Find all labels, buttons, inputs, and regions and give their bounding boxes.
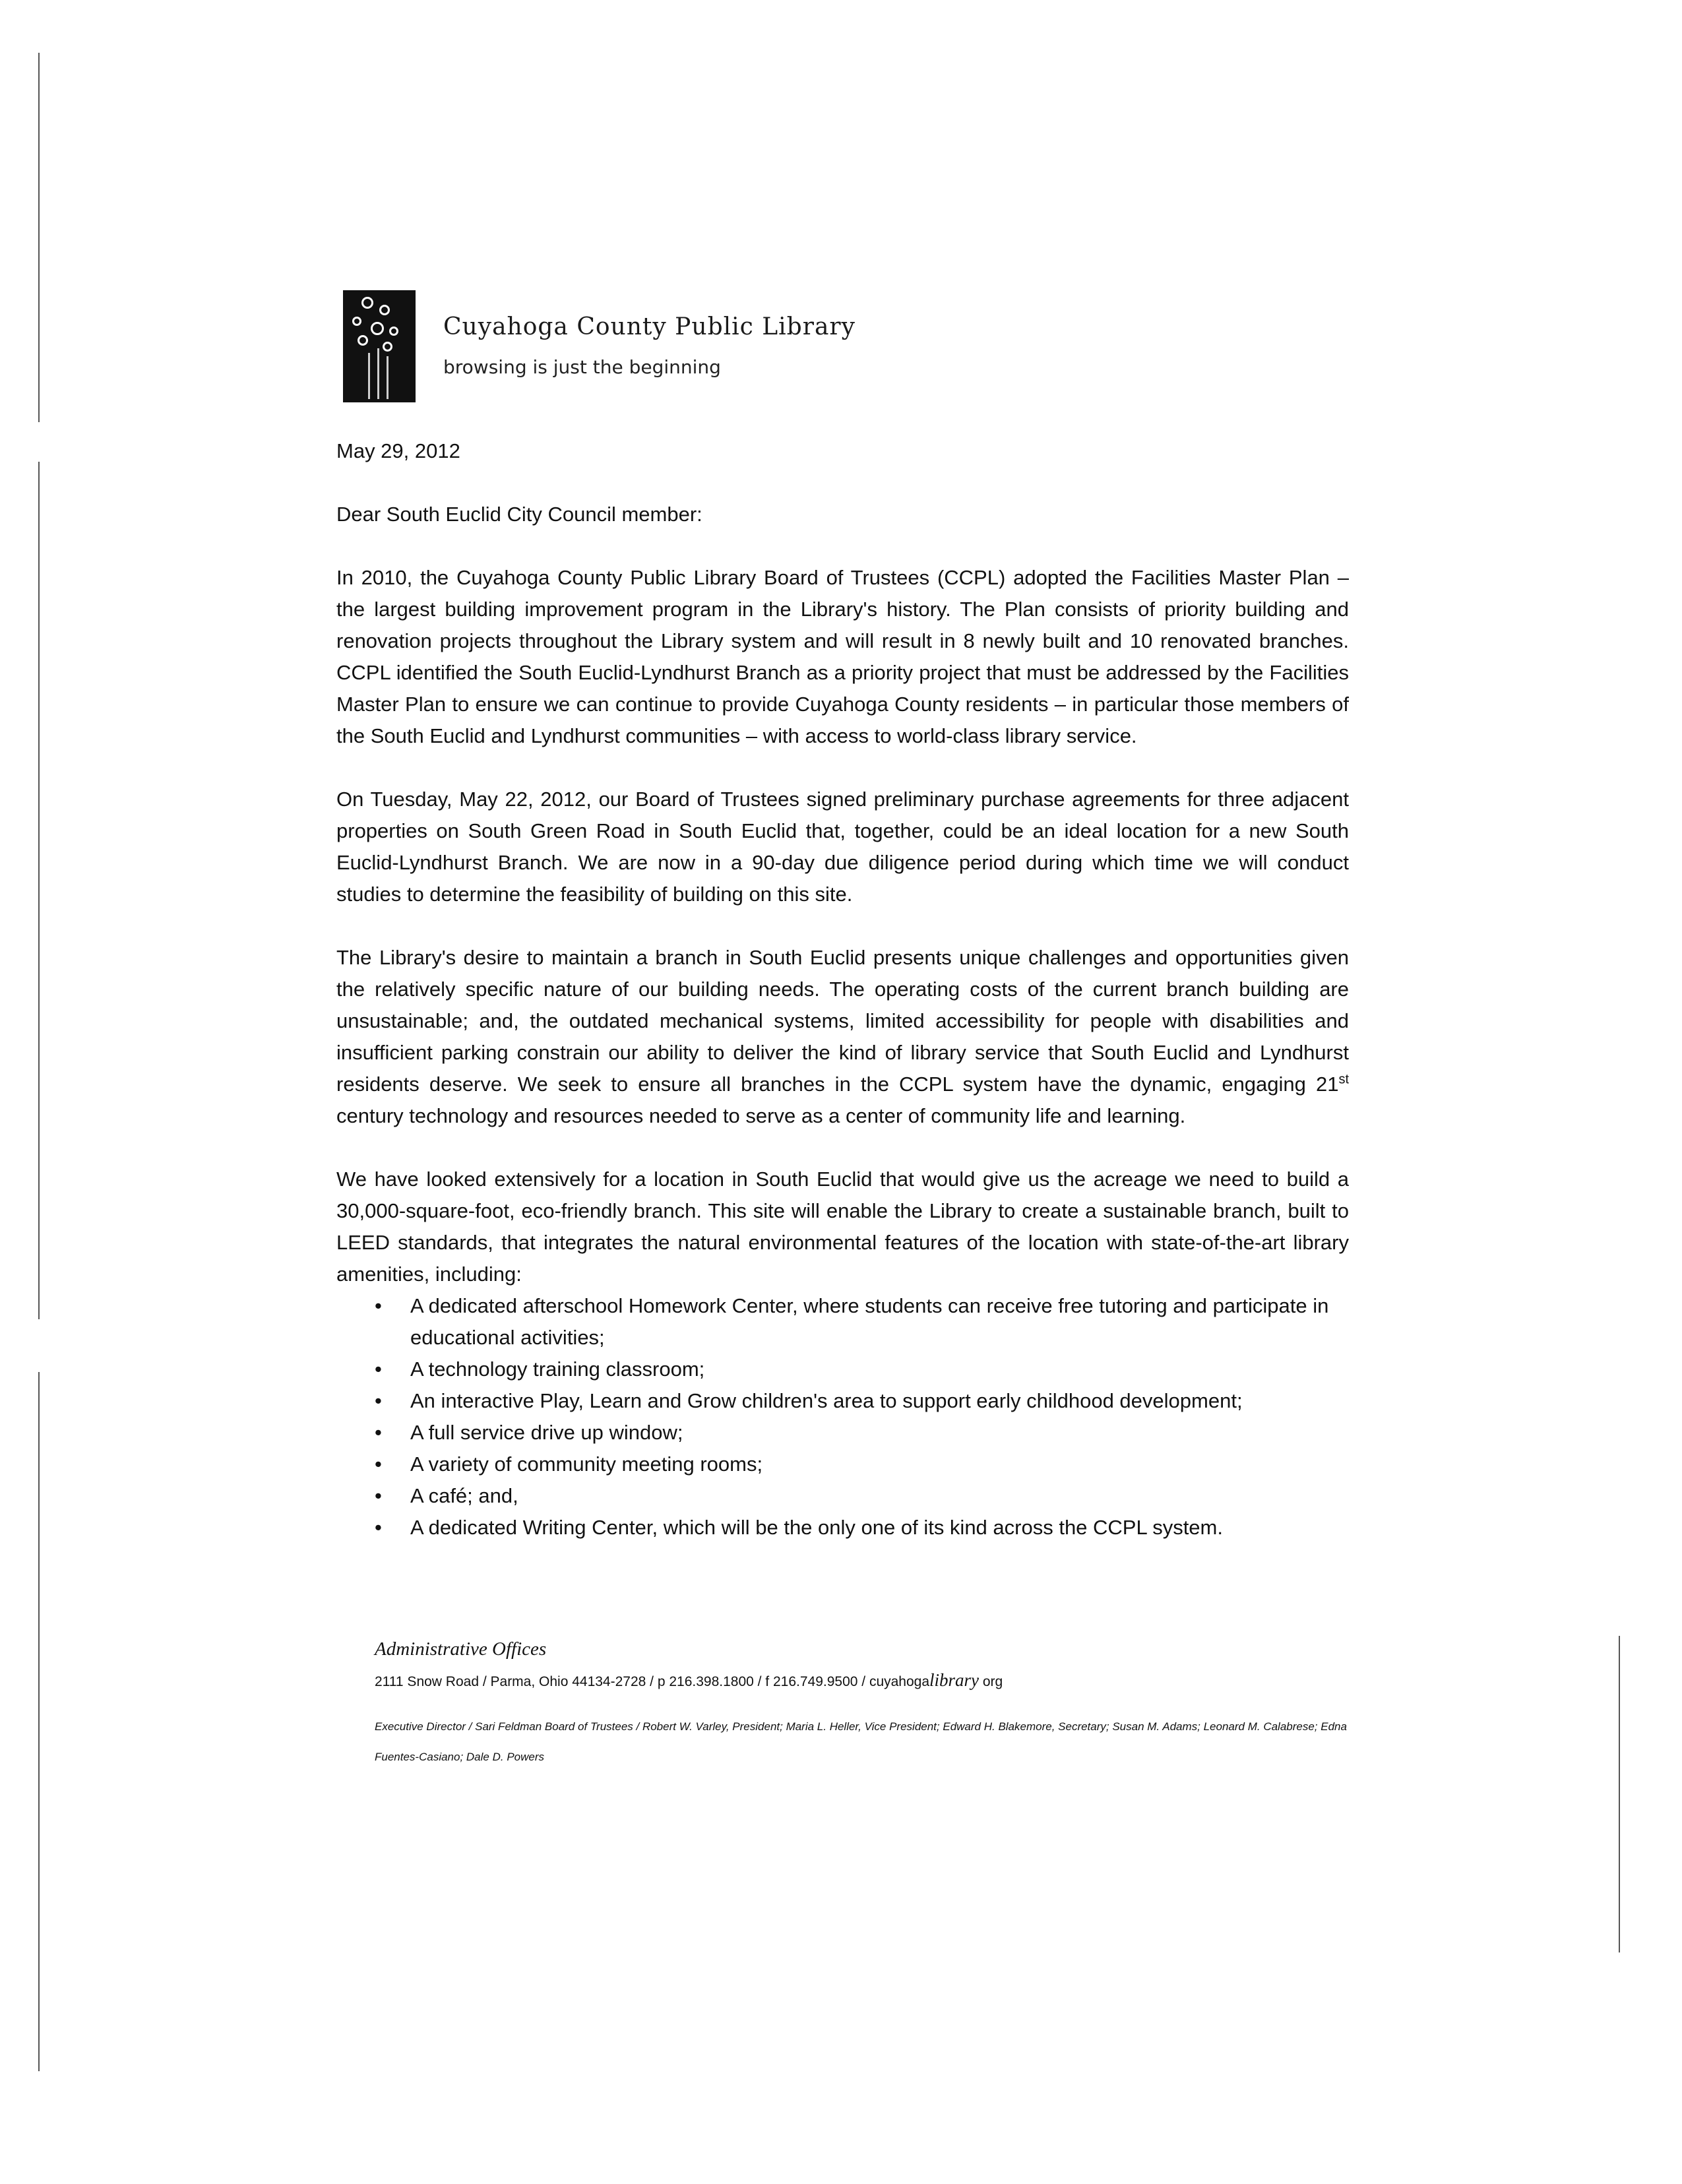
paragraph: On Tuesday, May 22, 2012, our Board of Trustees signed preliminary purchase agreements for three adjacent properties on South Green Road in South Euclid that, together, could be an ideal location for a new South Euclid-Lyndhurst Branch. We are now in a 90-day due diligence period during which time we will conduct studies to determine the feasibility of building on this site. [336,788,1349,906]
list-item: • A café; and, [369,1480,1349,1512]
organization-tagline: browsing is just the beginning [443,356,721,378]
organization-name: Cuyahoga County Public Library [443,313,856,340]
paragraph-text: The Library's desire to maintain a branch in South Euclid presents unique challenges and opportunities given the relatively specific nature of our building needs. The operating costs of the current branch building are unsustainable; and, the outdated mechanical systems, limited accessibility for people with disabilities and insufficient parking constrain our ability to deliver the kind of library service that South Euclid and Lyndhurst residents deserve. We seek to ensure all branches in the CCPL system have the dynamic, engaging 21 [336,946,1349,1096]
paragraph: In 2010, the Cuyahoga County Public Library Board of Trustees (CCPL) adopted the Facilities Master Plan – the largest building improvement program in the Library's history. The Plan consists of priority building and renovation projects throughout the Library system and will result in 8 newly built and 10 renovated branches. CCPL identified the South Euclid-Lyndhurst Branch as a priority project that must be addressed by the Facilities Master Plan to ensure we can continue to provide Cuyahoga County residents – in particular those members of the South Euclid and Lyndhurst communities – with access to world-class library service. [336,566,1349,747]
amenities-list [336,1290,1349,1544]
list-item: • A variety of community meeting rooms; [369,1449,1349,1480]
library-logo [343,290,416,402]
paragraph [336,942,1349,1132]
ordinal-suffix: st [1338,1072,1349,1087]
list-item: • A dedicated afterschool Homework Center, where students can receive free tutoring and participate in educational activities; [369,1290,1349,1354]
address-text: 2111 Snow Road / Parma, Ohio 44134-2728 / p 216.398.1800 / f 216.749.9500 / cuyahoga [375,1674,930,1689]
letter-body [336,435,1349,1544]
scan-edge-mark [38,462,40,1319]
address-suffix: org [979,1674,1003,1689]
footer-address [375,1670,1351,1692]
scan-edge-mark [38,53,40,422]
letter-date: May 29, 2012 [336,439,460,462]
list-item: • A full service drive up window; [369,1417,1349,1449]
scan-edge-mark [38,1372,40,2071]
address-script: library [929,1670,980,1690]
salutation: Dear South Euclid City Council member: [336,503,702,526]
scan-edge-mark [1619,1636,1620,1952]
letterhead-footer [375,1636,1351,1772]
list-item: • A dedicated Writing Center, which will be the only one of its kind across the CCPL system. [369,1512,1349,1544]
footer-officers: Executive Director / Sari Feldman Board of Trustees / Robert W. Varley, President; Maria L. Heller, Vice President; Edward H. Blakemore, Secretary; Susan M. Adams; Leonard M. Calabrese; Edna Fuentes-Casiano; Dale D. Powers [375,1720,1347,1763]
list-item: • A technology training classroom; [369,1354,1349,1385]
paragraph-text: century technology and resources needed to serve as a center of community life and learning. [336,1104,1186,1127]
paragraph: We have looked extensively for a location in South Euclid that would give us the acreage we need to build a 30,000-square-foot, eco-friendly branch. This site will enable the Library to create a sustainable branch, built to LEED standards, that integrates the natural environmental features of the location with state-of-the-art library amenities, including: [336,1168,1349,1286]
list-item: • An interactive Play, Learn and Grow children's area to support early childhood development; [369,1385,1349,1417]
footer-heading: Administrative Offices [375,1638,547,1660]
